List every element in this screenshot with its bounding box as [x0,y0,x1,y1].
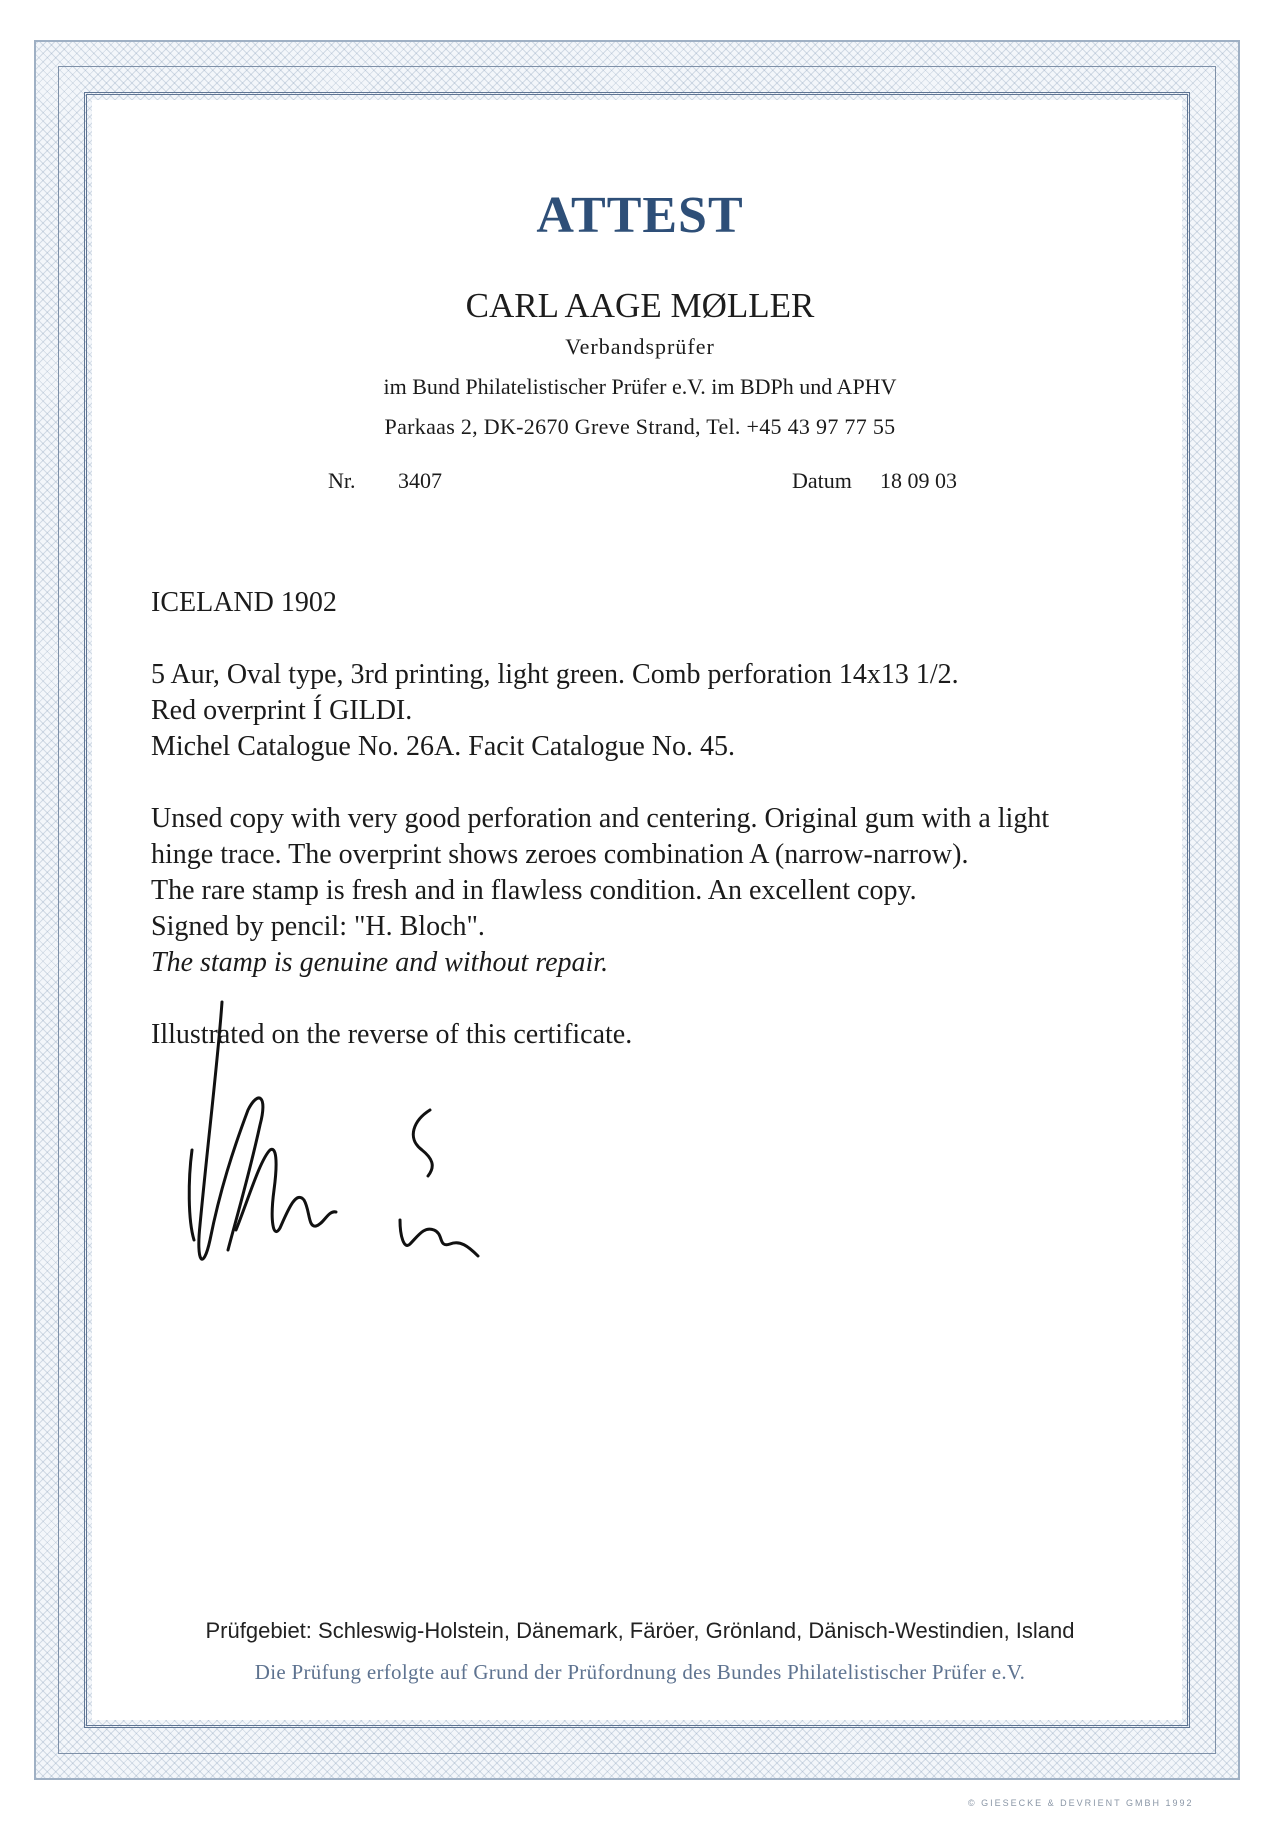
printer-imprint: © GIESECKE & DEVRIENT GMBH 1992 [968,1798,1194,1808]
examiner-role: Verbandsprüfer [565,334,715,359]
examination-basis: Die Prüfung erfolgte auf Grund der Prüfordnung des Bundes Philatelistischer Prüfer e.V. [254,1660,1026,1684]
genuine-statement: The stamp is genuine and without repair. [151,947,609,978]
description-line-2: Red overprint Í GILDI. [151,695,413,726]
condition-line-3: The rare stamp is fresh and in flawless condition. An excellent copy. [151,875,917,906]
condition-line-1: Unsed copy with very good perforation and centering. Original gum with a light [151,803,1050,834]
certificate-number-label: Nr. [328,468,356,493]
condition-line-2: hinge trace. The overprint shows zeroes combination A (narrow-narrow). [151,839,969,870]
certificate-date: 18 09 03 [880,468,957,493]
condition-line-4: Signed by pencil: "H. Bloch". [151,911,485,942]
examiner-address: Parkaas 2, DK-2670 Greve Strand, Tel. +45 43 97 77 55 [384,414,896,439]
illustrated-note: Illustrated on the reverse of this certificate. [151,1019,633,1050]
date-label: Datum [792,468,852,493]
description-line-3: Michel Catalogue No. 26A. Facit Catalogue No. 45. [151,731,735,762]
certificate-title: ATTEST [536,187,744,244]
examiner-name: CARL AAGE MØLLER [465,286,815,325]
stamp-country-year: ICELAND 1902 [151,587,337,618]
examiner-signature [178,1000,518,1290]
examiner-association: im Bund Philatelistischer Prüfer e.V. im BDPh und APHV [383,374,897,399]
certificate-number: 3407 [398,468,442,493]
description-line-1: 5 Aur, Oval type, 3rd printing, light green. Comb perforation 14x13 1/2. [151,659,959,690]
examination-area: Prüfgebiet: Schleswig-Holstein, Dänemark, Färöer, Grönland, Dänisch-Westindien, Island [205,1618,1075,1643]
